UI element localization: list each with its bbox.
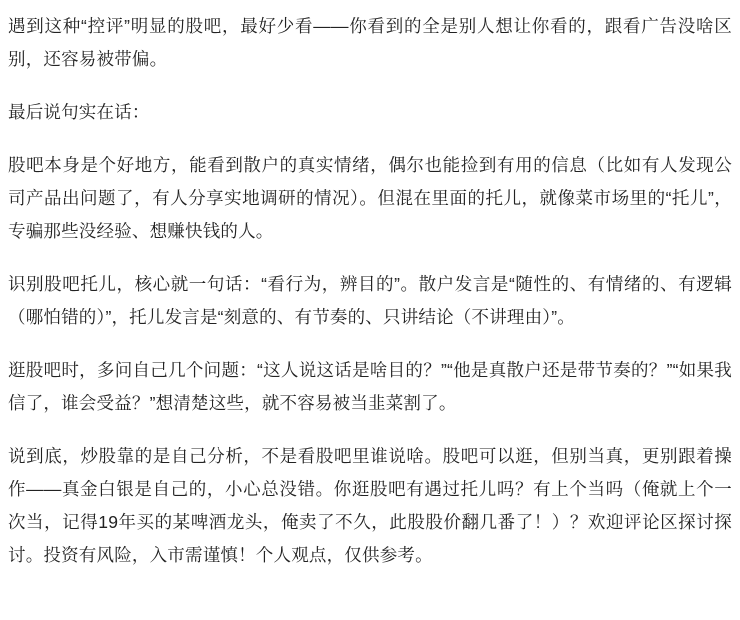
paragraph: 最后说句实在话：: [8, 102, 150, 122]
paragraph: 遇到这种“控评”明显的股吧，最好少看——你看到的全是别人想让你看的，跟看广告没啥区别，还容易被带偏。: [8, 16, 732, 69]
paragraph: 股吧本身是个好地方，能看到散户的真实情绪，偶尔也能捡到有用的信息（比如有人发现公司产品出问题了，有人分享实地调研的情况）。但混在里面的托儿，就像菜市场里的“托儿”，专骗那些没经验、想赚快钱的人。: [8, 155, 732, 241]
paragraph: 识别股吧托儿，核心就一句话：“看行为，辨目的”。散户发言是“随性的、有情绪的、有逻辑（哪怕错的）”，托儿发言是“刻意的、有节奏的、只讲结论（不讲理由）”。: [8, 274, 732, 327]
paragraph: 逛股吧时，多问自己几个问题：“这人说这话是啥目的？”“他是真散户还是带节奏的？”“如果我信了，谁会受益？”想清楚这些，就不容易被当韭菜割了。: [8, 360, 732, 413]
paragraph: 说到底，炒股靠的是自己分析，不是看股吧里谁说啥。股吧可以逛，但别当真，更别跟着操作——真金白银是自己的，小心总没错。你逛股吧有遇过托儿吗？有上个当吗（俺就上个一次当，记得19年买的某啤酒龙头，俺卖了不久，此股股价翻几番了！）？欢迎评论区探讨探讨。投资有风险，入市需谨慎！个人观点，仅供参考。: [8, 446, 732, 565]
